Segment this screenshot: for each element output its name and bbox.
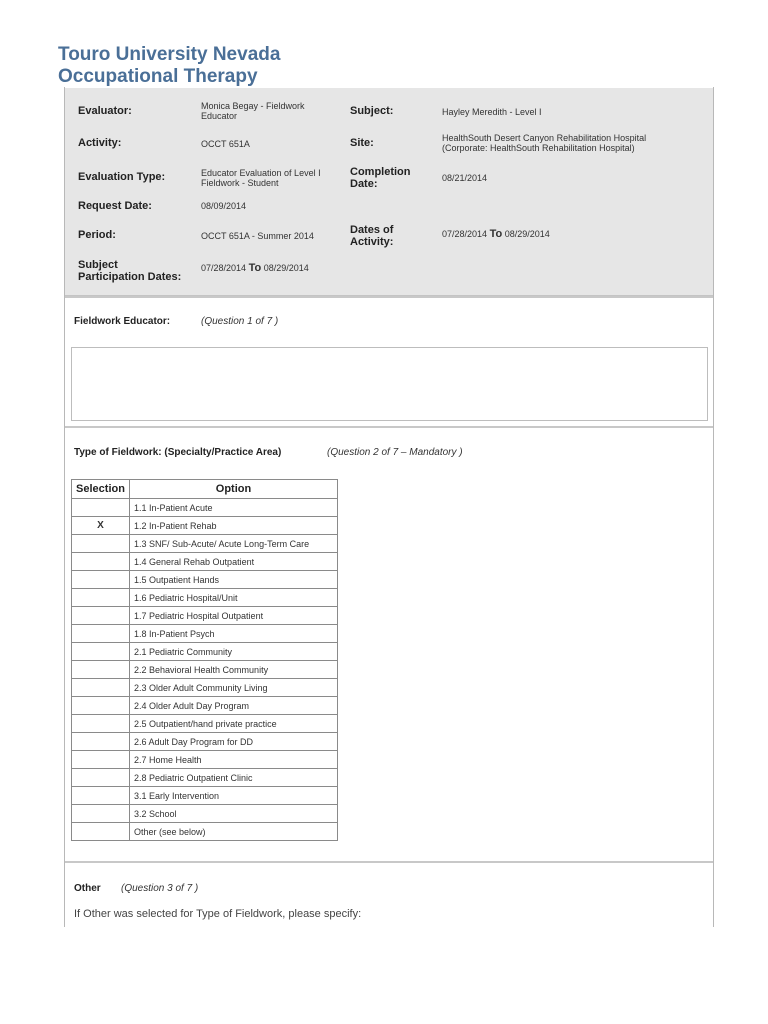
selection-cell[interactable] bbox=[72, 571, 130, 589]
option-cell: 1.4 General Rehab Outpatient bbox=[130, 553, 338, 571]
evaluator-value bbox=[201, 101, 305, 121]
table-row[interactable] bbox=[72, 499, 338, 517]
participation-dates-label bbox=[78, 259, 181, 283]
participation-dates-value bbox=[201, 263, 309, 273]
period-label: Period: bbox=[78, 229, 116, 241]
table-row[interactable] bbox=[72, 661, 338, 679]
activity-value: OCCT 651A bbox=[201, 139, 250, 149]
option-cell: 1.2 In-Patient Rehab bbox=[130, 517, 338, 535]
option-cell: 2.7 Home Health bbox=[130, 751, 338, 769]
selection-cell[interactable] bbox=[72, 553, 130, 571]
evaluation-type-value-line1: Educator Evaluation of Level I bbox=[201, 168, 321, 178]
option-cell: 1.3 SNF/ Sub-Acute/ Acute Long-Term Care bbox=[130, 535, 338, 553]
participation-to: To bbox=[248, 262, 262, 274]
q1-label: Fieldwork Educator: bbox=[74, 316, 171, 327]
period-value: OCCT 651A - Summer 2014 bbox=[201, 231, 314, 241]
selection-cell[interactable] bbox=[72, 805, 130, 823]
evaluation-type-value bbox=[201, 168, 321, 188]
table-row[interactable] bbox=[72, 787, 338, 805]
dates-of-activity-label-line1: Dates of bbox=[350, 224, 394, 236]
selection-cell[interactable] bbox=[72, 589, 130, 607]
selection-cell[interactable] bbox=[72, 499, 130, 517]
option-cell: 1.6 Pediatric Hospital/Unit bbox=[130, 589, 338, 607]
table-row[interactable] bbox=[72, 607, 338, 625]
evaluator-value-line2: Educator bbox=[201, 111, 238, 121]
option-cell: 1.7 Pediatric Hospital Outpatient bbox=[130, 607, 338, 625]
university-name: Touro University Nevada bbox=[58, 44, 281, 65]
fieldwork-educator-answer[interactable] bbox=[71, 347, 708, 421]
option-cell: 1.1 In-Patient Acute bbox=[130, 499, 338, 517]
completion-date-label-line1: Completion bbox=[350, 166, 411, 178]
request-date-value: 08/09/2014 bbox=[201, 201, 247, 211]
table-row[interactable] bbox=[72, 679, 338, 697]
option-cell: 1.5 Outpatient Hands bbox=[130, 571, 338, 589]
option-cell: 2.8 Pediatric Outpatient Clinic bbox=[130, 769, 338, 787]
table-row[interactable] bbox=[72, 715, 338, 733]
selection-cell[interactable] bbox=[72, 661, 130, 679]
selection-cell[interactable] bbox=[72, 607, 130, 625]
site-value-line1: HealthSouth Desert Canyon Rehabilitation Hospital bbox=[442, 133, 647, 143]
option-cell: 3.1 Early Intervention bbox=[130, 787, 338, 805]
option-cell: 2.6 Adult Day Program for DD bbox=[130, 733, 338, 751]
selection-cell[interactable] bbox=[72, 733, 130, 751]
option-cell: 2.1 Pediatric Community bbox=[130, 643, 338, 661]
participation-end: 08/29/2014 bbox=[263, 263, 309, 273]
evaluator-label: Evaluator: bbox=[78, 105, 132, 117]
option-cell: 1.8 In-Patient Psych bbox=[130, 625, 338, 643]
table-row[interactable] bbox=[72, 733, 338, 751]
selection-cell[interactable] bbox=[72, 625, 130, 643]
section-divider bbox=[65, 426, 713, 428]
subject-value: Hayley Meredith - Level I bbox=[442, 107, 542, 117]
column-header-option: Option bbox=[130, 480, 338, 499]
section-divider bbox=[65, 861, 713, 863]
evaluator-value-line1: Monica Begay - Fieldwork bbox=[201, 101, 305, 111]
completion-date-label bbox=[350, 166, 411, 190]
activity-label: Activity: bbox=[78, 137, 122, 149]
option-cell: 2.3 Older Adult Community Living bbox=[130, 679, 338, 697]
participation-start: 07/28/2014 bbox=[201, 263, 247, 273]
option-cell: 2.4 Older Adult Day Program bbox=[130, 697, 338, 715]
site-label: Site: bbox=[350, 137, 374, 149]
selection-cell[interactable] bbox=[72, 679, 130, 697]
option-cell: 3.2 School bbox=[130, 805, 338, 823]
selection-cell[interactable] bbox=[72, 535, 130, 553]
q3-prompt: If Other was selected for Type of Fieldwork, please specify: bbox=[74, 908, 362, 920]
dates-of-activity-end: 08/29/2014 bbox=[504, 229, 550, 239]
q2-number: (Question 2 of 7 – Mandatory ) bbox=[327, 447, 463, 458]
q2-label: Type of Fieldwork: (Specialty/Practice Area) bbox=[74, 447, 282, 458]
site-value-line2: (Corporate: HealthSouth Rehabilitation Hospital) bbox=[442, 143, 635, 153]
table-header-row bbox=[72, 480, 338, 499]
table-row[interactable] bbox=[72, 823, 338, 841]
evaluation-type-label: Evaluation Type: bbox=[78, 171, 166, 183]
table-row[interactable] bbox=[72, 643, 338, 661]
option-cell: 2.5 Outpatient/hand private practice bbox=[130, 715, 338, 733]
column-header-selection: Selection bbox=[72, 480, 130, 499]
table-row[interactable] bbox=[72, 625, 338, 643]
page-title bbox=[58, 44, 280, 88]
table-row[interactable] bbox=[72, 535, 338, 553]
request-date-label: Request Date: bbox=[78, 200, 152, 212]
fieldwork-type-table bbox=[71, 479, 338, 841]
option-cell: 2.2 Behavioral Health Community bbox=[130, 661, 338, 679]
participation-dates-label-line2: Participation Dates: bbox=[78, 271, 182, 283]
selection-cell[interactable] bbox=[72, 751, 130, 769]
completion-date-value: 08/21/2014 bbox=[442, 173, 488, 183]
table-row[interactable] bbox=[72, 553, 338, 571]
q3-number: (Question 3 of 7 ) bbox=[121, 883, 199, 894]
dates-of-activity-to: To bbox=[489, 228, 503, 240]
participation-dates-label-line1: Subject bbox=[78, 259, 118, 271]
selection-cell[interactable]: X bbox=[72, 517, 130, 535]
selection-cell[interactable] bbox=[72, 643, 130, 661]
table-row[interactable] bbox=[72, 805, 338, 823]
selection-cell[interactable] bbox=[72, 823, 130, 841]
section-divider bbox=[65, 296, 713, 298]
table-row[interactable] bbox=[72, 589, 338, 607]
table-row[interactable] bbox=[72, 769, 338, 787]
selection-cell[interactable] bbox=[72, 715, 130, 733]
dates-of-activity-label bbox=[350, 224, 393, 248]
selection-cell[interactable] bbox=[72, 787, 130, 805]
q3-label: Other bbox=[74, 883, 101, 894]
selection-cell[interactable] bbox=[72, 769, 130, 787]
table-row[interactable] bbox=[72, 571, 338, 589]
dates-of-activity-label-line2: Activity: bbox=[350, 236, 394, 248]
table-row[interactable] bbox=[72, 517, 338, 535]
site-value bbox=[442, 133, 646, 153]
option-cell: Other (see below) bbox=[130, 823, 338, 841]
table-row[interactable] bbox=[72, 751, 338, 769]
subject-label: Subject: bbox=[350, 105, 394, 117]
completion-date-label-line2: Date: bbox=[350, 178, 378, 190]
program-name: Occupational Therapy bbox=[58, 66, 258, 87]
evaluation-type-value-line2: Fieldwork - Student bbox=[201, 178, 279, 188]
selection-cell[interactable] bbox=[72, 697, 130, 715]
dates-of-activity-value bbox=[442, 229, 550, 239]
dates-of-activity-start: 07/28/2014 bbox=[442, 229, 488, 239]
q1-number: (Question 1 of 7 ) bbox=[201, 316, 279, 327]
table-row[interactable] bbox=[72, 697, 338, 715]
